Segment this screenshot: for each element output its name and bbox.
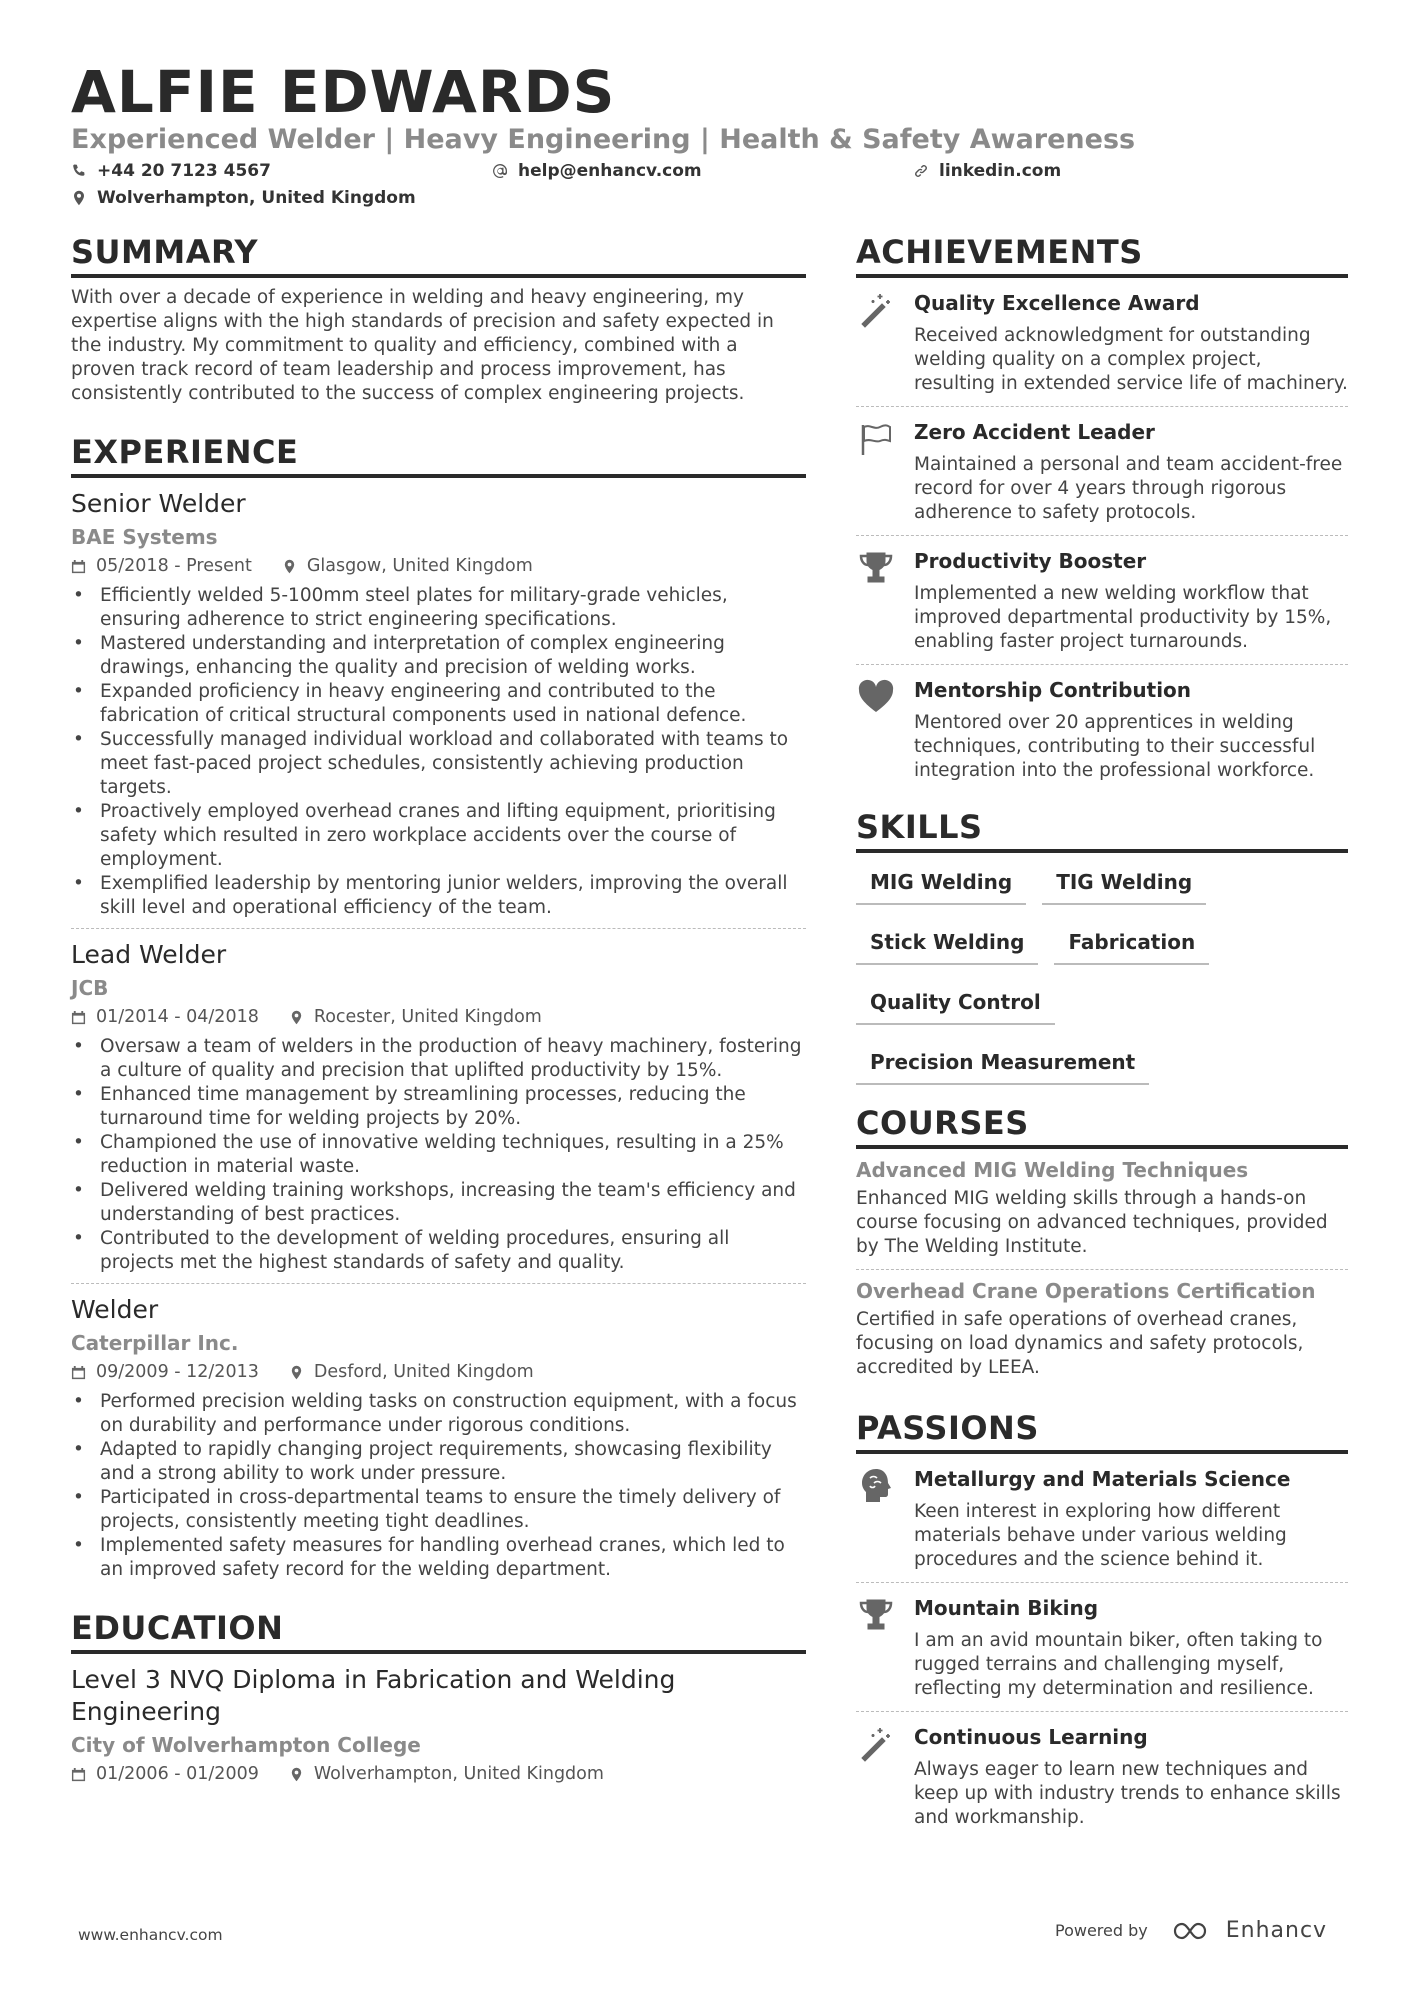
- passion-title: Metallurgy and Materials Science: [914, 1467, 1291, 1491]
- passion-item: [856, 1711, 1348, 1840]
- skill-tag: MIG Welding: [856, 863, 1026, 905]
- course-title: Advanced MIG Welding Techniques: [856, 1158, 1249, 1182]
- skill-tag: Quality Control: [856, 983, 1055, 1025]
- footer-powered-by: [1055, 1918, 1327, 1943]
- job-meta: [71, 1005, 806, 1029]
- passion-title: Mountain Biking: [914, 1596, 1099, 1620]
- bullet-item: • Performed precision welding tasks on construction equipment, with a focus on durability and performance under rigorous conditions.: [71, 1390, 806, 1438]
- location-pin-icon: [289, 1365, 304, 1380]
- company-name: BAE Systems: [71, 525, 218, 549]
- candidate-name: ALFIE EDWARDS: [71, 58, 616, 126]
- skill-tag: Precision Measurement: [856, 1043, 1149, 1085]
- passion-desc: I am an avid mountain biker, often taking to rugged terrains and challenging myself, reflecting my determination and resilience.: [914, 1630, 1323, 1699]
- job-entry: [71, 928, 806, 1283]
- degree-title: Level 3 NVQ Diploma in Fabrication and Welding Engineering: [71, 1665, 676, 1726]
- bullet-item: • Successfully managed individual workload and collaborated with teams to meet fast-paced project schedules, consistently achieving production targets.: [71, 728, 806, 800]
- achievement-title: Quality Excellence Award: [914, 291, 1200, 315]
- bullet-item: • Implemented safety measures for handling overhead cranes, which led to an improved safety record for the welding department.: [71, 1534, 806, 1582]
- trophy-icon: [856, 1595, 896, 1635]
- heart-icon: [856, 677, 896, 717]
- bullet-item: • Expanded proficiency in heavy engineering and contributed to the fabrication of critical structural components used in national defence.: [71, 680, 806, 728]
- bullet-item: • Exemplified leadership by mentoring junior welders, improving the overall skill level and operational efficiency of the team.: [71, 872, 806, 920]
- bullet-item: • Championed the use of innovative welding techniques, resulting in a 25% reduction in material waste.: [71, 1131, 806, 1179]
- passion-title: Continuous Learning: [914, 1725, 1148, 1749]
- link-icon: [913, 163, 929, 179]
- achievements-heading: ACHIEVEMENTS: [856, 232, 1348, 278]
- job-title: Welder: [71, 1295, 159, 1324]
- footer-website[interactable]: www.enhancv.com: [78, 1926, 223, 1944]
- experience-heading: EXPERIENCE: [71, 432, 806, 478]
- job-dates: 01/2014 - 04/2018: [96, 1007, 259, 1027]
- achievement-title: Zero Accident Leader: [914, 420, 1155, 444]
- bullet-item: • Contributed to the development of welding procedures, ensuring all projects met the highest standards of safety and quality.: [71, 1227, 806, 1275]
- education-dates: 01/2006 - 01/2009: [96, 1764, 259, 1784]
- achievement-item: [856, 664, 1348, 793]
- flag-icon: [856, 419, 896, 459]
- school-name: City of Wolverhampton College: [71, 1733, 421, 1757]
- summary-heading: SUMMARY: [71, 232, 806, 278]
- job-location-text: Glasgow, United Kingdom: [306, 556, 533, 576]
- bullet-item: • Delivered welding training workshops, increasing the team's efficiency and understanding of best practices.: [71, 1179, 806, 1227]
- bullet-item: • Enhanced time management by streamlining processes, reducing the turnaround time for welding projects by 20%.: [71, 1083, 806, 1131]
- enhancv-logo[interactable]: [1172, 1918, 1327, 1943]
- location-pin-icon: [289, 1767, 304, 1782]
- course-item: [856, 1149, 1348, 1269]
- achievement-desc: Implemented a new welding workflow that improved departmental productivity by 15%, enabling faster project turnarounds.: [914, 583, 1332, 652]
- job-bullets: [71, 584, 806, 920]
- education-heading: EDUCATION: [71, 1608, 806, 1654]
- company-name: JCB: [71, 976, 109, 1000]
- job-location: [282, 554, 533, 578]
- location-pin-icon: [282, 559, 297, 574]
- skill-tag: Fabrication: [1054, 923, 1209, 965]
- job-meta: [71, 554, 806, 578]
- brand-name: Enhancv: [1225, 1918, 1328, 1943]
- job-title: Senior Welder: [71, 489, 246, 518]
- job-dates: 09/2009 - 12/2013: [96, 1362, 259, 1382]
- passion-item: [856, 1582, 1348, 1711]
- calendar-icon: [71, 1010, 86, 1025]
- course-title: Overhead Crane Operations Certification: [856, 1279, 1316, 1303]
- linkedin-text: linkedin.com: [939, 161, 1062, 181]
- at-sign-icon: [492, 163, 508, 179]
- achievement-title: Mentorship Contribution: [914, 678, 1192, 702]
- skill-tag: Stick Welding: [856, 923, 1038, 965]
- company-name: Caterpillar Inc.: [71, 1331, 239, 1355]
- job-location: [289, 1005, 542, 1029]
- bullet-item: • Adapted to rapidly changing project requirements, showcasing flexibility and a strong ability to work under pressure.: [71, 1438, 806, 1486]
- contact-linkedin[interactable]: [913, 160, 1061, 182]
- magic-wand-icon: [856, 290, 896, 330]
- skills-heading: SKILLS: [856, 807, 1348, 853]
- phone-icon: [71, 163, 87, 179]
- achievement-desc: Maintained a personal and team accident-free record for over 4 years through rigorous adherence to safety protocols.: [914, 454, 1343, 523]
- passion-desc: Keen interest in exploring how different materials behave under various welding procedures and the science behind it.: [914, 1501, 1287, 1570]
- achievement-item: [856, 535, 1348, 664]
- bullet-item: • Proactively employed overhead cranes and lifting equipment, prioritising safety which resulted in zero workplace accidents over the course of employment.: [71, 800, 806, 872]
- passions-heading: PASSIONS: [856, 1408, 1348, 1454]
- job-entry: [71, 1283, 806, 1590]
- powered-by-label: Powered by: [1055, 1921, 1148, 1940]
- right-column: [856, 232, 1348, 1840]
- calendar-icon: [71, 1365, 86, 1380]
- achievement-item: [856, 278, 1348, 406]
- location-pin-icon: [71, 190, 87, 206]
- bullet-item: • Mastered understanding and interpretation of complex engineering drawings, enhancing the quality and precision of welding works.: [71, 632, 806, 680]
- job-entry: [71, 478, 806, 928]
- calendar-icon: [71, 559, 86, 574]
- contact-location: [71, 187, 416, 209]
- courses-heading: COURSES: [856, 1103, 1348, 1149]
- passion-desc: Always eager to learn new techniques and keep up with industry trends to enhance skills and workmanship.: [914, 1759, 1341, 1828]
- email-text: help@enhancv.com: [518, 161, 702, 181]
- job-bullets: [71, 1035, 806, 1275]
- job-dates: 05/2018 - Present: [96, 556, 252, 576]
- course-item: [856, 1269, 1348, 1390]
- trophy-icon: [856, 548, 896, 588]
- location-pin-icon: [289, 1010, 304, 1025]
- phone-text: +44 20 7123 4567: [97, 161, 271, 181]
- brain-head-icon: [856, 1466, 896, 1506]
- location-text: Wolverhampton, United Kingdom: [97, 188, 416, 208]
- job-location-text: Desford, United Kingdom: [313, 1362, 534, 1382]
- calendar-icon: [71, 1767, 86, 1782]
- bullet-item: • Efficiently welded 5-100mm steel plates for military-grade vehicles, ensuring adherence to strict engineering specifications.: [71, 584, 806, 632]
- enhancv-logo-icon: [1172, 1920, 1218, 1942]
- course-desc: Enhanced MIG welding skills through a hands-on course focusing on advanced techniques, provided by The Welding Institute.: [856, 1188, 1328, 1257]
- skill-tag: TIG Welding: [1042, 863, 1206, 905]
- job-location-text: Rocester, United Kingdom: [313, 1007, 542, 1027]
- magic-wand-icon: [856, 1724, 896, 1764]
- achievement-desc: Received acknowledgment for outstanding welding quality on a complex project, resulting in extended service life of machinery.: [914, 325, 1348, 394]
- passion-item: [856, 1454, 1348, 1582]
- contact-email[interactable]: [492, 160, 702, 182]
- achievement-item: [856, 406, 1348, 535]
- education-location: [289, 1762, 604, 1786]
- education-location-text: Wolverhampton, United Kingdom: [313, 1764, 604, 1784]
- headline: Experienced Welder | Heavy Engineering | Health & Safety Awareness: [71, 124, 1136, 155]
- job-bullets: [71, 1390, 806, 1582]
- bullet-item: • Oversaw a team of welders in the production of heavy machinery, fostering a culture of quality and precision that uplifted productivity by 15%.: [71, 1035, 806, 1083]
- contact-phone[interactable]: [71, 160, 271, 182]
- job-location: [289, 1360, 534, 1384]
- achievement-title: Productivity Booster: [914, 549, 1147, 573]
- education-meta: [71, 1762, 806, 1786]
- skills-list: [856, 863, 1348, 1103]
- achievement-desc: Mentored over 20 apprentices in welding techniques, contributing to their successful integration into the professional workforce.: [914, 712, 1316, 781]
- job-meta: [71, 1360, 806, 1384]
- summary-text: With over a decade of experience in welding and heavy engineering, my expertise aligns with the high standards of precision and safety expected in the industry. My commitment to quality and efficiency, combined with a proven track record of team leadership and process improvement, has consistently contributed to the success of complex engineering projects.: [71, 287, 774, 404]
- course-desc: Certified in safe operations of overhead cranes, focusing on load dynamics and safety protocols, accredited by LEEA.: [856, 1309, 1304, 1378]
- bullet-item: • Participated in cross-departmental teams to ensure the timely delivery of projects, consistently meeting tight deadlines.: [71, 1486, 806, 1534]
- left-column: [71, 232, 806, 1786]
- job-title: Lead Welder: [71, 940, 227, 969]
